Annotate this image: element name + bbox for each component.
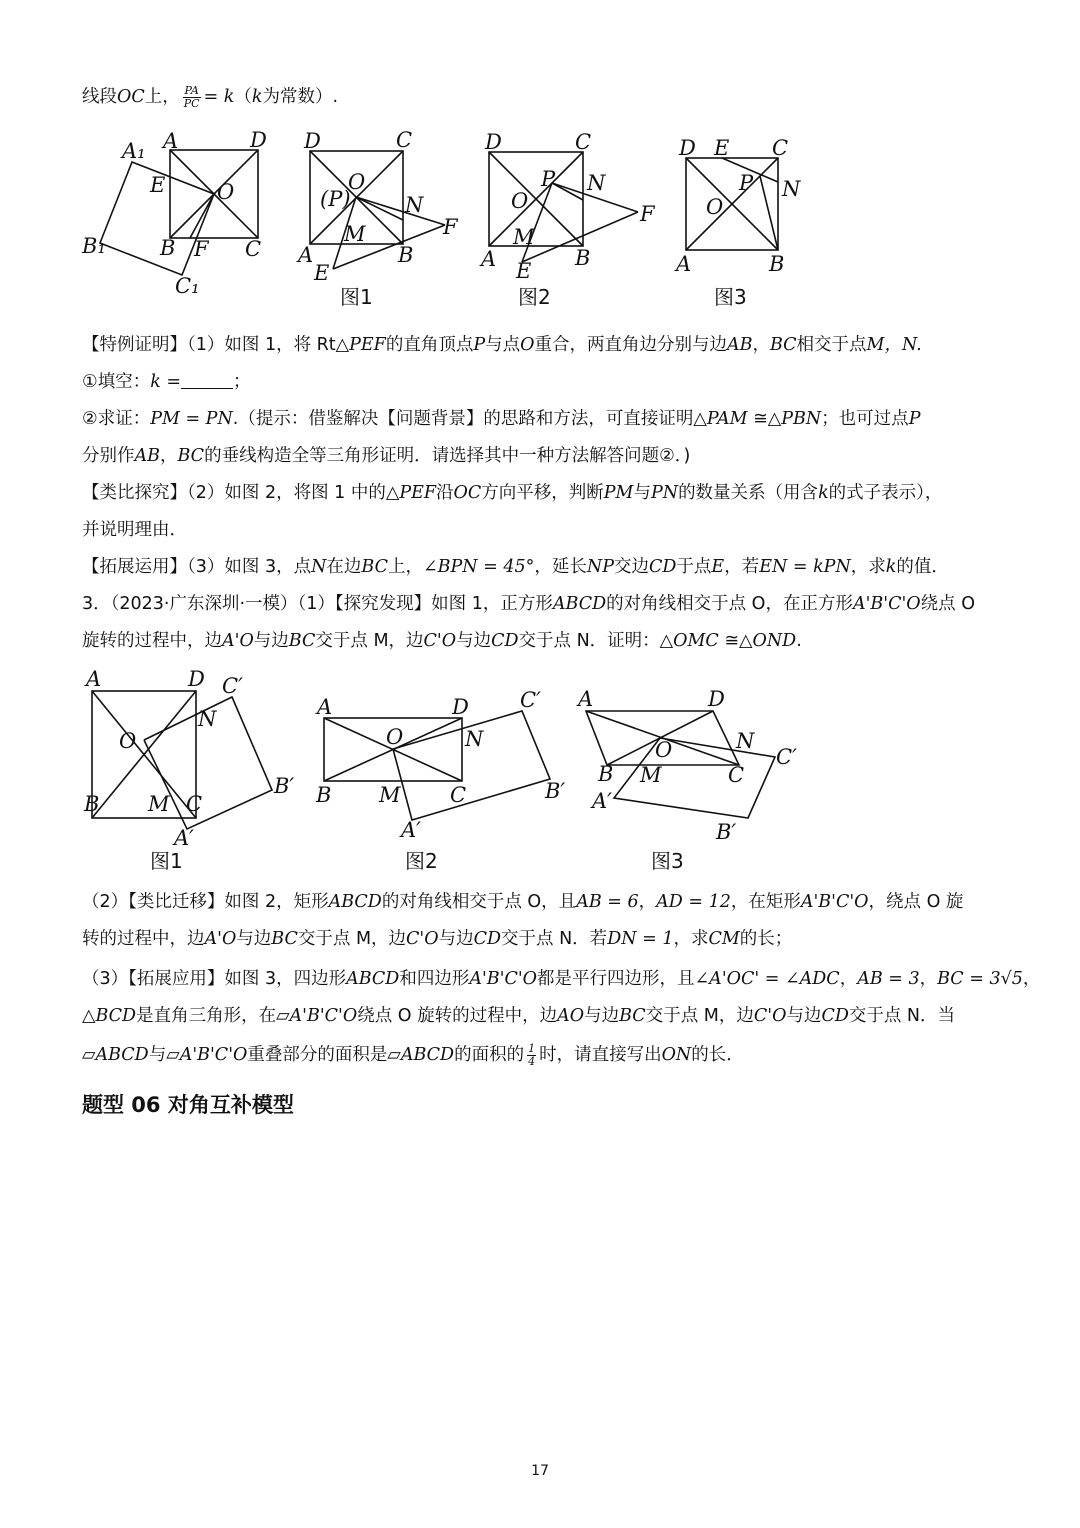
label-p: P [541, 167, 556, 191]
label-m: M [640, 763, 662, 787]
label-b-prime: B′ [545, 779, 566, 803]
text-q3b-line4: △BCD是直角三角形，在▱A'B'C'O绕点 O 旋转的过程中，边AO与边BC交于点 M，边C'O与边CD交于点 N．当 [82, 1006, 956, 1026]
label-o: O [706, 195, 724, 219]
figure-1 [296, 128, 459, 309]
label-b1: B₁ [82, 234, 106, 258]
label-a1: A₁ [122, 139, 146, 163]
label-d: D [452, 695, 469, 719]
label-o: O [119, 729, 137, 753]
text-line-top: 线段OC上， $\frac{PA}{PC}$ = k（k为常数）. [82, 83, 339, 110]
label-m: M [379, 783, 401, 807]
label-c: C [245, 237, 262, 261]
label-m: M [344, 222, 366, 246]
label-a: A [298, 243, 314, 267]
label-a: A [481, 247, 497, 271]
text-q3b-line1: （2）【类比迁移】如图 2，矩形ABCD的对角线相交于点 O，且AB = 6，AD = 12，在矩形A'B'C'O，绕点 O 旋 [82, 892, 964, 912]
label-d: D [679, 136, 696, 160]
label-d: D [708, 687, 725, 711]
label-a: A [676, 252, 692, 276]
figure-set-2-fig1 [83, 667, 294, 873]
label-c: C [728, 763, 745, 787]
label-e: E [150, 173, 166, 197]
label-n: N [198, 707, 217, 731]
label-c-prime: C′ [520, 688, 541, 712]
label-a-prime: A′ [592, 789, 612, 813]
label-a: A [578, 687, 594, 711]
caption-fig1: 图1 [150, 849, 183, 873]
label-m: M [513, 225, 535, 249]
text-q3b-line5: ▱ABCD与▱A'B'C'O重叠部分的面积是▱ABCD的面积的 $\frac{1}{4}$ 时，请直接写出ON的长． [82, 1041, 744, 1068]
text-analog-line2: 并说明理由． [82, 520, 187, 540]
figure-rotated-square [81, 128, 267, 298]
label-b: B [398, 243, 414, 267]
label-p: P [739, 171, 754, 195]
label-d: D [188, 667, 205, 691]
text-fill-blank: ①填空：k = ； [82, 372, 251, 392]
text-prove: ②求证：PM = PN.（提示：借鉴解决【问题背景】的思路和方法，可直接证明△PAM ≅△PBN；也可过点P [82, 409, 921, 429]
label-f: F [443, 215, 458, 239]
label-b-prime: B′ [274, 774, 295, 798]
label-f: F [640, 202, 655, 226]
label-d: D [485, 130, 502, 154]
label-n: N [736, 729, 755, 753]
label-e: E [314, 261, 330, 285]
caption-fig1: 图1 [340, 285, 373, 309]
caption-fig3: 图3 [714, 285, 747, 309]
label-c-prime: C′ [222, 674, 243, 698]
figure-set-2-fig2 [315, 688, 565, 873]
label-c: C [396, 128, 413, 152]
text-q3b-line3: （3）【拓展应用】如图 3，四边形ABCD和四边形A'B'C'O都是平行四边形，且∠A'OC' = ∠ADC，AB = 3，BC = 3√5， [82, 969, 1041, 989]
label-d: D [250, 128, 267, 152]
label-e: E [516, 259, 532, 283]
section-heading: 题型 06 对角互补模型 [82, 1093, 294, 1117]
text-q3-head: 3．（2023·广东深圳·一模）（1）【探究发现】如图 1，正方形ABCD的对角线相交于点 O，在正方形A'B'C'O绕点 O [82, 594, 975, 614]
fraction-one-quarter: $\frac{1}{4}$ [528, 1041, 536, 1068]
text-special-proof: 【特例证明】（1）如图 1，将 Rt△PEF的直角顶点P与点O重合，两直角边分别与边AB，BC相交于点M，N. [82, 335, 922, 355]
label-b-prime: B′ [716, 820, 737, 844]
figure-3 [674, 136, 801, 309]
label-a-prime: A′ [174, 826, 194, 850]
text-q3b-line2: 转的过程中，边A'O与边BC交于点 M，边C'O与边CD交于点 N．若DN = 1，求CM的长； [82, 929, 793, 949]
label-c-prime: C′ [776, 745, 797, 769]
label-b: B [160, 236, 176, 260]
label-c: C [450, 783, 467, 807]
label-m: M [148, 792, 170, 816]
label-p: (P) [320, 187, 351, 211]
label-b: B [84, 792, 100, 816]
figure-set-2-fig3 [576, 687, 797, 873]
label-a-prime: A′ [401, 818, 421, 842]
label-a: A [317, 695, 333, 719]
fraction-pa-pc: $\frac{PA}{PC}$ [183, 83, 200, 110]
label-b: B [769, 252, 785, 276]
label-o: O [511, 189, 529, 213]
label-d: D [304, 129, 321, 153]
text-analog: 【类比探究】（2）如图 2，将图 1 中的△PEF沿OC方向平移，判断PM与PN的数量关系（用含k的式子表示）， [82, 483, 943, 503]
label-c1: C₁ [175, 274, 200, 298]
label-b: B [316, 783, 332, 807]
label-o: O [386, 725, 404, 749]
figure-2 [479, 130, 656, 309]
label-b: B [598, 762, 614, 786]
label-f: F [194, 237, 209, 261]
label-c: C [575, 130, 592, 154]
label-n: N [782, 177, 801, 201]
label-e: E [714, 136, 730, 160]
label-o: O [217, 180, 235, 204]
page-number: 17 [531, 1463, 549, 1479]
label-o: O [655, 738, 673, 762]
label-n: N [405, 193, 424, 217]
label-c: C [772, 136, 789, 160]
label-o: O [348, 170, 366, 194]
answer-blank [181, 372, 233, 389]
label-b: B [575, 246, 591, 270]
label-c: C [186, 792, 203, 816]
text-extension: 【拓展运用】（3）如图 3，点N在边BC上，∠BPN = 45°，延长NP交边CD于点E，若EN = kPN，求k的值． [82, 557, 949, 577]
text-prove-line2: 分别作AB，BC的垂线构造全等三角形证明．请选择其中一种方法解答问题②．) [82, 446, 691, 466]
label-a: A [86, 667, 102, 691]
label-a: A [163, 129, 179, 153]
caption-fig2: 图2 [405, 849, 438, 873]
text-q3-line2: 旋转的过程中，边A'O与边BC交于点 M，边C'O与边CD交于点 N．证明：△OMC ≅△OND. [82, 631, 802, 651]
label-n: N [587, 171, 606, 195]
caption-fig2: 图2 [518, 285, 551, 309]
caption-fig3: 图3 [651, 849, 684, 873]
label-n: N [465, 727, 484, 751]
